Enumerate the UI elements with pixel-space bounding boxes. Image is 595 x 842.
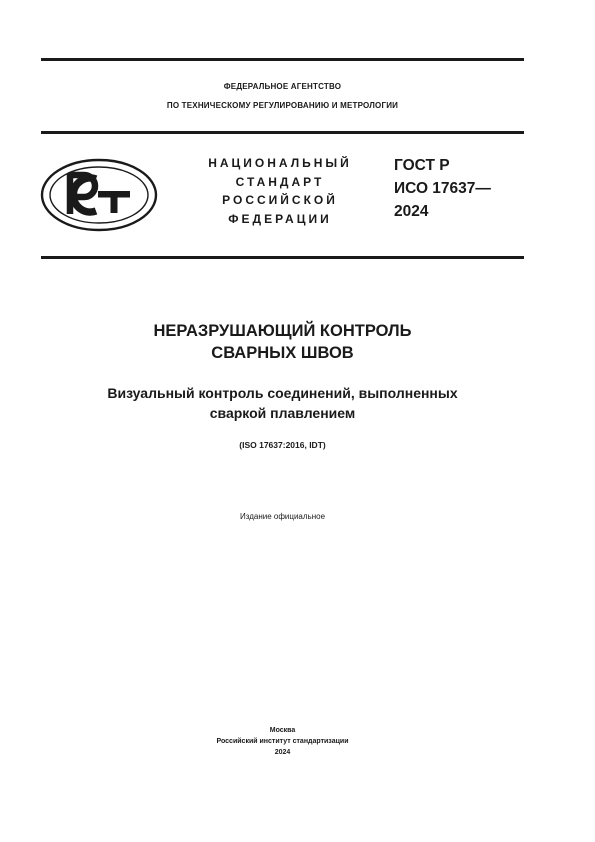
imprint-publisher: Российский институт стандартизации — [216, 738, 349, 745]
subtitle-line-2: сваркой плавлением — [209, 404, 356, 421]
imprint-city: Москва — [269, 727, 296, 734]
standard-designation — [394, 154, 491, 223]
agency-name-line-1: ФЕДЕРАЛЬНОЕ АГЕНТСТВО — [223, 82, 342, 91]
agency-name-line-2: ПО ТЕХНИЧЕСКОМУ РЕГУЛИРОВАНИЮ И МЕТРОЛОГИИ — [166, 101, 399, 110]
national-standard-line-2: СТАНДАРТ — [235, 174, 325, 189]
designation-line-3: 2024 — [394, 203, 429, 220]
designation-line-2: ИСО 17637— — [394, 180, 491, 197]
imprint-year: 2024 — [274, 749, 291, 756]
edition-label: Издание официальное — [239, 512, 326, 521]
document-subtitle — [41, 384, 524, 423]
national-standard-label — [190, 154, 370, 229]
document-title — [41, 320, 524, 364]
title-line-1: НЕРАЗРУШАЮЩИЙ КОНТРОЛЬ — [153, 322, 412, 340]
subtitle-line-1: Визуальный контроль соединений, выполненных — [107, 385, 458, 401]
national-standard-line-3: РОССИЙСКОЙ — [222, 193, 338, 208]
header-rule — [41, 131, 524, 134]
designation-line-1: ГОСТ Р — [394, 157, 450, 174]
title-line-2: СВАРНЫХ ШВОВ — [211, 344, 354, 362]
national-standard-line-1: НАЦИОНАЛЬНЫЙ — [208, 156, 352, 170]
national-standard-line-4: ФЕДЕРАЦИИ — [228, 212, 332, 227]
header-bottom-rule — [41, 256, 524, 259]
iso-reference: (ISO 17637:2016, IDT) — [239, 440, 326, 450]
gost-r-conformity-mark-icon — [40, 158, 158, 232]
publisher-imprint — [41, 725, 524, 758]
top-rule — [41, 58, 524, 61]
